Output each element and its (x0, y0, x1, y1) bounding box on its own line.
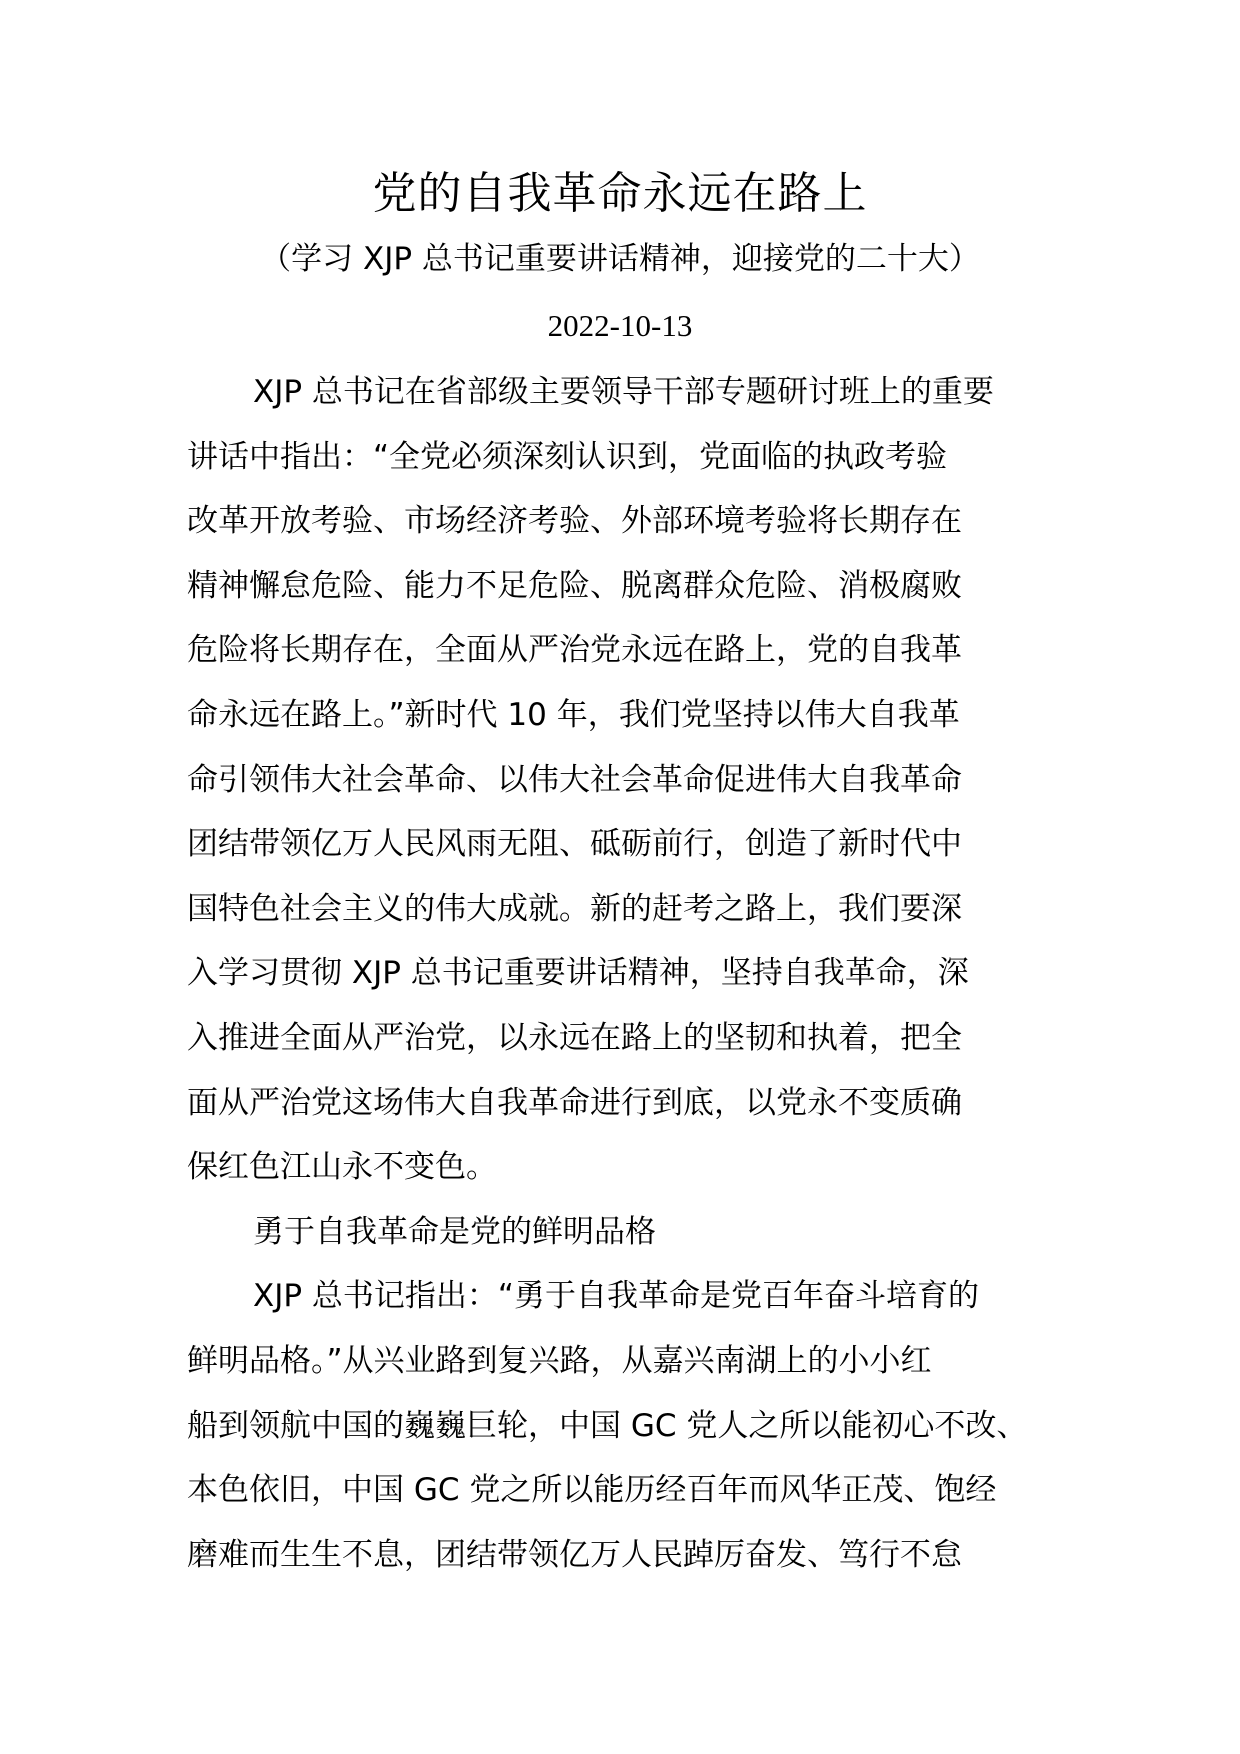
body-line: 危险将长期存在，全面从严治党永远在路上，党的自我革 (187, 632, 962, 669)
body-line: 本色依旧，中国 GC 党之所以能历经百年而风华正茂、饱经 (187, 1472, 997, 1509)
body-line: 国特色社会主义的伟大成就。新的赶考之路上，我们要深 (187, 890, 962, 927)
body-line: 保红色江山永不变色。 (187, 1149, 497, 1186)
document-title: 党的自我革命永远在路上 (372, 168, 868, 219)
body-line: 精神懈怠危险、能力不足危险、脱离群众危险、消极腐败 (187, 567, 962, 604)
document-subtitle: （学习 XJP 总书记重要讲话精神，迎接党的二十大） (260, 241, 980, 277)
body-line: 命永远在路上。”新时代 10 年，我们党坚持以伟大自我革 (187, 696, 960, 733)
body-line: 改革开放考验、市场经济考验、外部环境考验将长期存在 (187, 503, 962, 540)
body-line: 磨难而生生不息，团结带领亿万人民踔厉奋发、笃行不怠 (187, 1536, 962, 1573)
body-line: XJP 总书记指出：“勇于自我革命是党百年奋斗培育的 (253, 1278, 979, 1315)
document-body (187, 360, 1067, 1587)
section-heading: 勇于自我革命是党的鲜明品格 (253, 1213, 656, 1250)
body-line: 入推进全面从严治党，以永远在路上的坚韧和执着，把全 (187, 1019, 962, 1056)
body-line: 讲话中指出：“全党必须深刻认识到，党面临的执政考验 (187, 438, 948, 475)
body-line: 面从严治党这场伟大自我革命进行到底，以党永不变质确 (187, 1084, 962, 1121)
body-line: 入学习贯彻 XJP 总书记重要讲话精神，坚持自我革命，深 (187, 955, 969, 992)
body-line: XJP 总书记在省部级主要领导干部专题研讨班上的重要 (253, 374, 994, 410)
body-line: 团结带领亿万人民风雨无阻、砥砺前行，创造了新时代中 (187, 826, 962, 863)
body-line: 船到领航中国的巍巍巨轮，中国 GC 党人之所以能初心不改、 (187, 1407, 1028, 1444)
body-line: 命引领伟大社会革命、以伟大社会革命促进伟大自我革命 (187, 761, 962, 798)
body-line: 鲜明品格。”从兴业路到复兴路，从嘉兴南湖上的小小红 (187, 1342, 932, 1379)
document-date: 2022-10-13 (547, 308, 693, 343)
